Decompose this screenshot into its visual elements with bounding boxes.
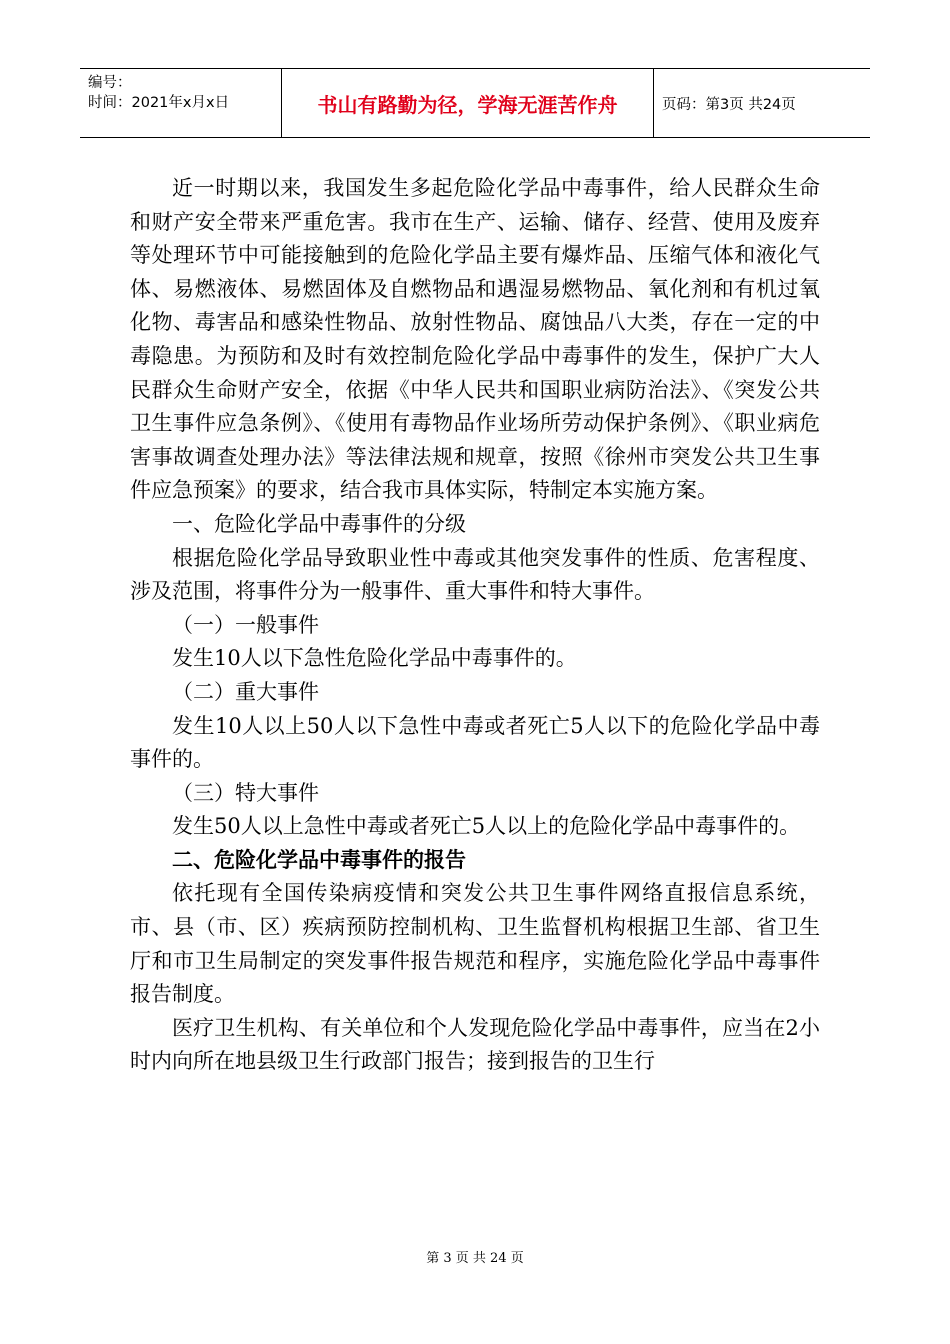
document-body (130, 172, 820, 1079)
intro-paragraph: 近一时期以来，我国发生多起危险化学品中毒事件，给人民群众生命和财产安全带来严重危害。我市在生产、运输、储存、经营、使用及废弃等处理环节中可能接触到的危险化学品主要有爆炸品、压缩气体和液化气体、易燃液体、易燃固体及自燃物品和遇湿易燃物品、氧化剂和有机过氧化物、毒害品和感染性物品、放射性物品、腐蚀品八大类，存在一定的中毒隐患。为预防和及时有效控制危险化学品中毒事件的发生，保护广大人民群众生命财产安全，依据《中华人民共和国职业病防治法》、《突发公共卫生事件应急条例》、《使用有毒物品作业场所劳动保护条例》、《职业病危害事故调查处理办法》等法律法规和规章，按照《徐州市突发公共卫生事件应急预案》的要求，结合我市具体实际，特制定本实施方案。 (130, 176, 820, 503)
date-label: 时间：2021年x月x日 (88, 95, 230, 111)
reporting-paragraph-2: 医疗卫生机构、有关单位和个人发现危险化学品中毒事件，应当在2小时内向所在地县级卫生行政部门报告；接到报告的卫生行 (130, 1015, 820, 1074)
subsection-text-severe: 发生50人以上急性中毒或者死亡5人以上的危险化学品中毒事件的。 (172, 814, 801, 839)
subsection-heading-severe: （三）特大事件 (172, 780, 319, 805)
subsection-text-major: 发生10人以上50人以下急性中毒或者死亡5人以下的危险化学品中毒事件的。 (130, 713, 820, 772)
subsection-text-general: 发生10人以下急性危险化学品中毒事件的。 (172, 646, 577, 671)
header-motto: 书山有路勤为径，学海无涯苦作舟 (282, 69, 654, 137)
number-label: 编号： (88, 75, 132, 91)
page-footer: 第 3 页 共 24 页 (426, 1251, 524, 1266)
header-page-info: 页码：第3页 共24页 (662, 96, 796, 113)
page-header (80, 68, 870, 138)
reporting-paragraph: 依托现有全国传染病疫情和突发公共卫生事件网络直报信息系统，市、县（市、区）疾病预防控制机构、卫生监督机构根据卫生部、省卫生厅和市卫生局制定的突发事件报告规范和程序，实施危险化学品中毒事件报告制度。 (130, 881, 820, 1007)
classification-paragraph: 根据危险化学品导致职业性中毒或其他突发事件的性质、危害程度、涉及范围，将事件分为一般事件、重大事件和特大事件。 (130, 545, 820, 604)
section-heading-1: 一、危险化学品中毒事件的分级 (172, 511, 466, 536)
header-meta (80, 69, 282, 137)
subsection-heading-general: （一）一般事件 (172, 612, 319, 637)
section-heading-2: 二、危险化学品中毒事件的报告 (172, 847, 466, 872)
subsection-heading-major: （二）重大事件 (172, 679, 319, 704)
